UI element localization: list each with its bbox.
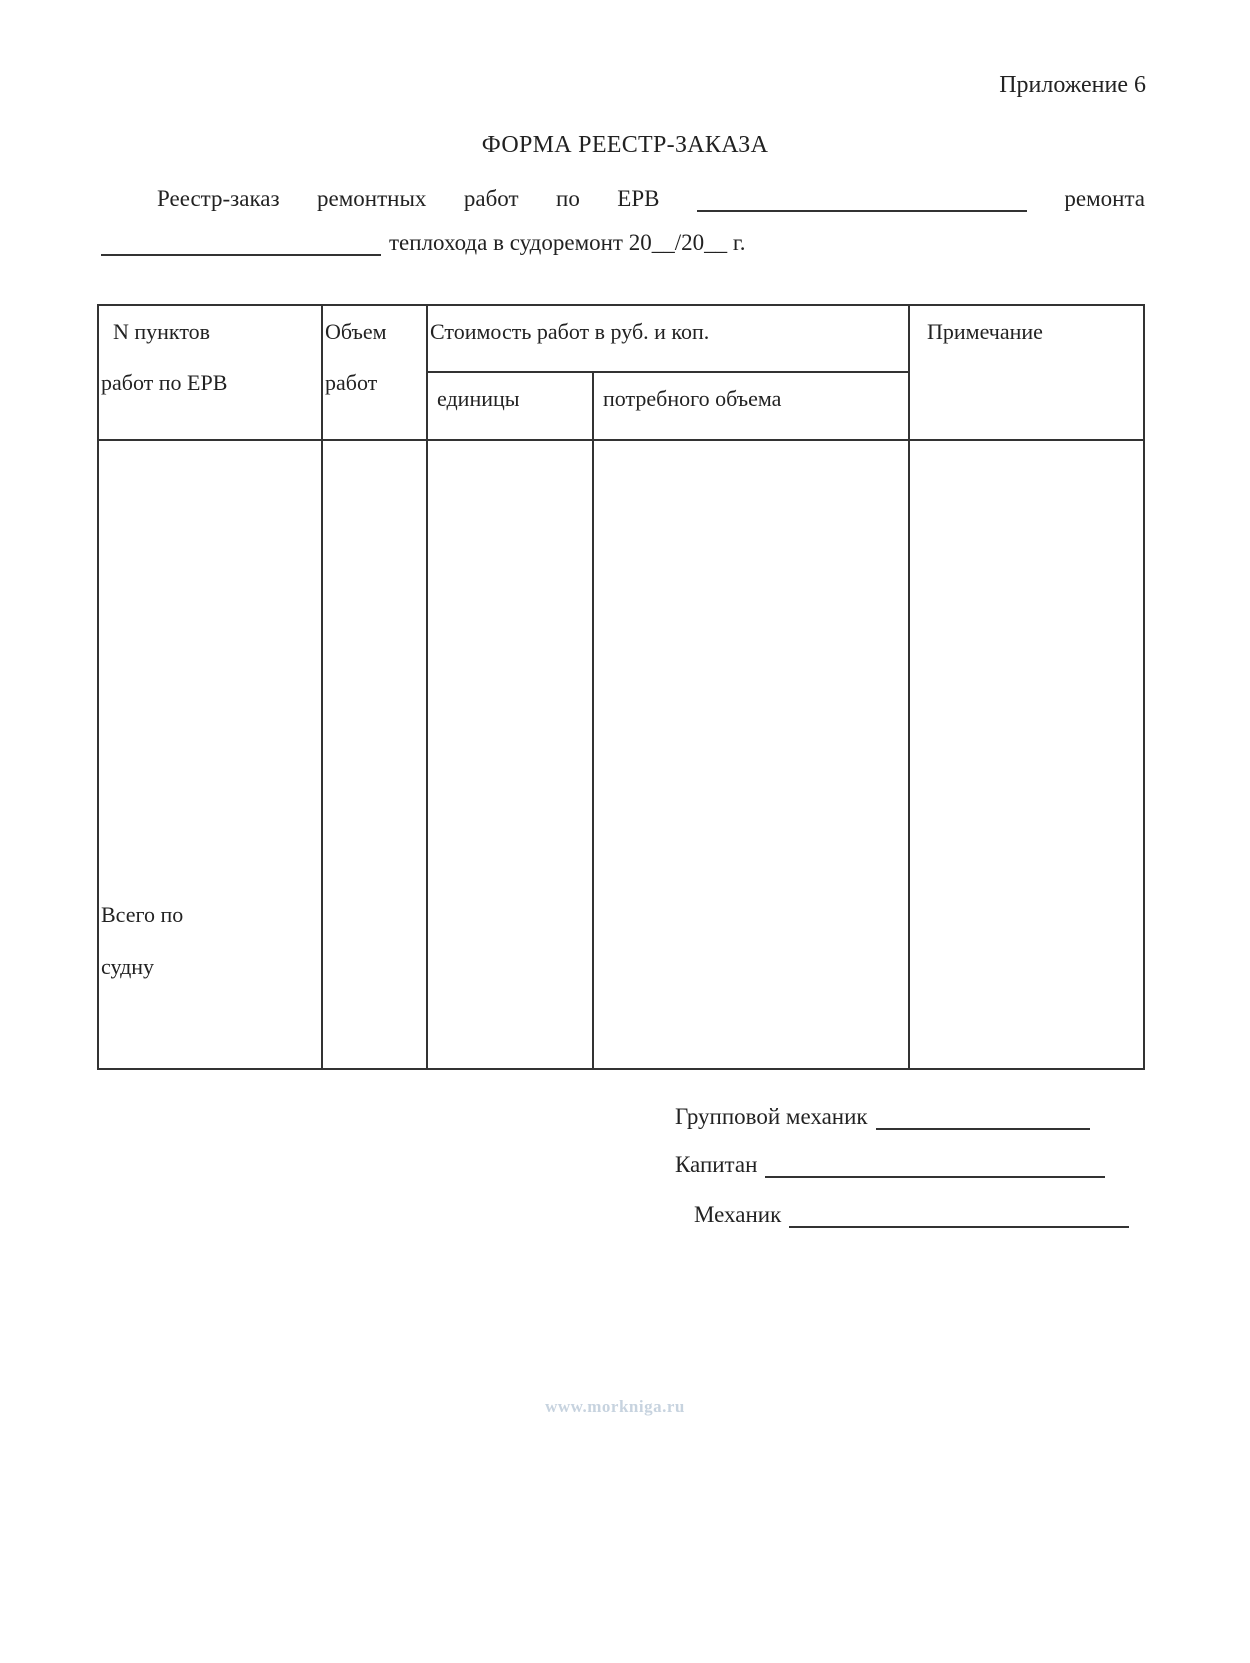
intro-word: работ [463,186,519,211]
intro-word: ремонтных [317,186,427,211]
captain-signature-field[interactable] [765,1156,1105,1178]
signature-group-mechanic [675,1104,1090,1130]
appendix-label: Приложение 6 [999,72,1146,98]
col-note-header: Примечание [927,319,1043,344]
col-items-header-line2: работ по ЕРВ [101,370,228,395]
intro-line-2 [101,230,745,256]
captain-label: Капитан [675,1152,758,1177]
total-label-line1: Всего по [101,902,184,927]
form-title: ФОРМА РЕЕСТР-ЗАКАЗА [481,132,769,158]
col-cost-unit-header: единицы [437,386,520,411]
intro-line-2-text: теплохода в судоремонт 20__/20__ г. [389,230,746,255]
table-vline-1 [321,306,323,1068]
col-volume-header-line1: Объем [325,319,387,344]
table-hline-header [99,439,1143,441]
col-items-header-line1: N пунктов [113,319,211,344]
mechanic-signature-field[interactable] [789,1206,1129,1228]
intro-line-1 [157,186,1145,212]
intro-word-end: ремонта [1064,186,1145,211]
table-vline-4 [908,306,910,1068]
erv-blank-field[interactable] [697,190,1027,212]
group-mechanic-signature-field[interactable] [876,1108,1090,1130]
col-volume-header-line2: работ [325,370,378,395]
intro-word: по [556,186,580,211]
intro-word: Реестр-заказ [157,186,280,211]
registry-table [97,304,1145,1070]
total-label-line2: судну [101,954,155,979]
table-vline-3 [592,373,594,1068]
group-mechanic-label: Групповой механик [675,1104,868,1129]
col-cost-header: Стоимость работ в руб. и коп. [430,319,710,344]
watermark: www.morkniga.ru [545,1397,685,1416]
signature-mechanic [694,1202,1129,1228]
mechanic-label: Механик [694,1202,782,1227]
table-vline-2 [426,306,428,1068]
repair-type-blank-field[interactable] [101,234,381,256]
signature-captain [675,1152,1105,1178]
col-cost-total-header: потребного объема [603,386,782,411]
intro-word: ЕРВ [617,186,660,211]
table-hline-sub [426,371,910,373]
